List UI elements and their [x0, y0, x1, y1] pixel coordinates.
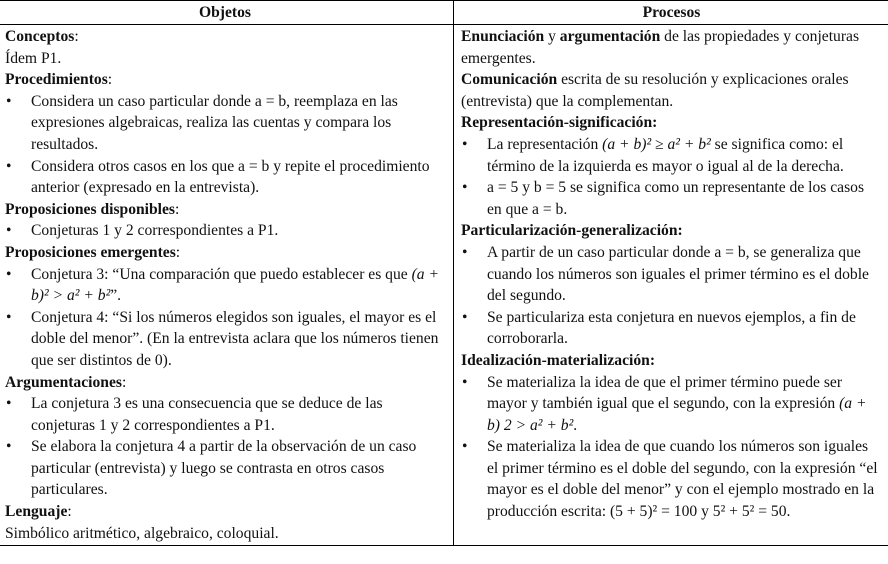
- prop-emerg-heading: Proposiciones emergentes:: [5, 243, 181, 261]
- list-item: • a = 5 y b = 5 se significa como un representante de los casos en que a = b.: [461, 177, 882, 220]
- list-item: • Considera un caso particular donde a = b, reemplaza en las expresiones algebraicas, realiza las cuentas y compara los resultados.: [5, 91, 445, 156]
- prop-disp-heading: Proposiciones disponibles:: [5, 200, 180, 218]
- list-item: [461, 372, 882, 437]
- enunciacion-paragraph: [461, 26, 882, 69]
- argumentaciones-list: [5, 393, 445, 501]
- rep-item1-start: La representación: [487, 135, 603, 153]
- lenguaje-text: Simbólico aritmético, algebraico, coloquial.: [5, 524, 279, 542]
- procedimientos-title: Procedimientos: [5, 71, 108, 89]
- procedimientos-heading: Procedimientos:: [5, 71, 113, 89]
- comunicacion-paragraph: [461, 69, 882, 112]
- procedimientos-list: [5, 91, 445, 199]
- rep-item1-end: se significa como: el término de la izquierda es mayor o igual al de la derecha.: [487, 135, 844, 175]
- conceptos-text: Ídem P1.: [5, 49, 62, 67]
- conjetura-3-end: ”.: [110, 287, 122, 305]
- comunicacion-rest: escrita de su resolución y explicaciones orales (entrevista) que la complementan.: [461, 71, 849, 110]
- list-item: • Se elabora la conjetura 4 a partir de la observación de un caso particular (entrevista) y luego se contrasta en otros casos particulares.: [5, 436, 445, 501]
- rep-item1-expression: (a + b)² ≥ a² + b²: [602, 135, 711, 153]
- objetos-cell: [0, 25, 454, 545]
- list-item: • Conjeturas 1 y 2 correspondientes a P1.: [5, 220, 445, 242]
- representacion-list: [461, 134, 882, 220]
- prop-emerg-title: Proposiciones emergentes: [5, 243, 176, 261]
- procesos-cell: [454, 25, 888, 545]
- comunicacion-bold: Comunicación: [461, 71, 558, 89]
- header-objetos: Objetos: [0, 1, 454, 24]
- ideal-item1-start: Se materializa la idea de que el primer término puede ser mayor y también igual que el segundo, con la expresión: [487, 373, 843, 413]
- conceptos-heading: [5, 26, 445, 48]
- argumentacion-bold: argumentación: [559, 28, 661, 45]
- lenguaje-title: Lenguaje: [5, 503, 68, 521]
- idealizacion-list: [461, 372, 882, 523]
- table-header-row: [0, 1, 888, 25]
- table-body-row: [0, 25, 888, 545]
- list-item: [461, 134, 882, 177]
- prop-emerg-list: [5, 264, 445, 372]
- particularizacion-heading: Particularización-generalización:: [461, 222, 683, 240]
- conjetura-3-expression: (a + b)² > a² + b²: [31, 265, 440, 305]
- ideal-item1-end: .: [573, 416, 578, 434]
- list-item: • A partir de un caso particular donde a = b, se generaliza que cuando los números son iguales el primer término es el doble del segundo.: [461, 242, 882, 307]
- enunciacion-rest: de las propiedades y conjeturas emergentes.: [461, 28, 860, 67]
- enunciacion-mid: y: [544, 28, 560, 45]
- list-item: • Se materializa la idea de que cuando los números son iguales el primer término es el doble del segundo, con la expresión “el mayor es el doble del menor” y con el ejemplo mostrado en la producción escrita: (5 + 5)² = 100 y 5² + 5² = 50.: [461, 436, 882, 522]
- conceptos-colon: :: [74, 28, 79, 45]
- conceptos-title: Conceptos: [5, 28, 75, 45]
- idealizacion-heading: Idealización-materialización:: [461, 351, 656, 369]
- header-procesos: Procesos: [642, 4, 701, 21]
- prop-disp-list: [5, 220, 445, 242]
- lenguaje-heading: Lenguaje:: [5, 503, 72, 521]
- enunciacion-bold: Enunciación: [461, 28, 545, 45]
- argumentaciones-heading: Argumentaciones:: [5, 373, 127, 391]
- list-item: • Conjetura 4: “Si los números elegidos son iguales, el mayor es el doble del menor”. (En la entrevista aclara que los números tienen que ser distintos de 0).: [5, 307, 445, 372]
- list-item: • Se particulariza esta conjetura en nuevos ejemplos, a fin de corroborarla.: [461, 307, 882, 350]
- representacion-heading: Representación-significación:: [461, 114, 658, 132]
- conjetura-3-text: Conjetura 3: “Una comparación que puedo establecer es que: [31, 265, 412, 283]
- argumentaciones-title: Argumentaciones: [5, 373, 122, 391]
- list-item: • La conjetura 3 es una consecuencia que se deduce de las conjeturas 1 y 2 correspondientes a P1.: [5, 393, 445, 436]
- list-item: [5, 264, 445, 307]
- list-item: • Considera otros casos en los que a = b y repite el procedimiento anterior (expresado en la entrevista).: [5, 156, 445, 199]
- ideal-item1-expression: (a + b) 2 > a² + b²: [487, 395, 867, 434]
- prop-disp-title: Proposiciones disponibles: [5, 200, 175, 218]
- particularizacion-list: [461, 242, 882, 350]
